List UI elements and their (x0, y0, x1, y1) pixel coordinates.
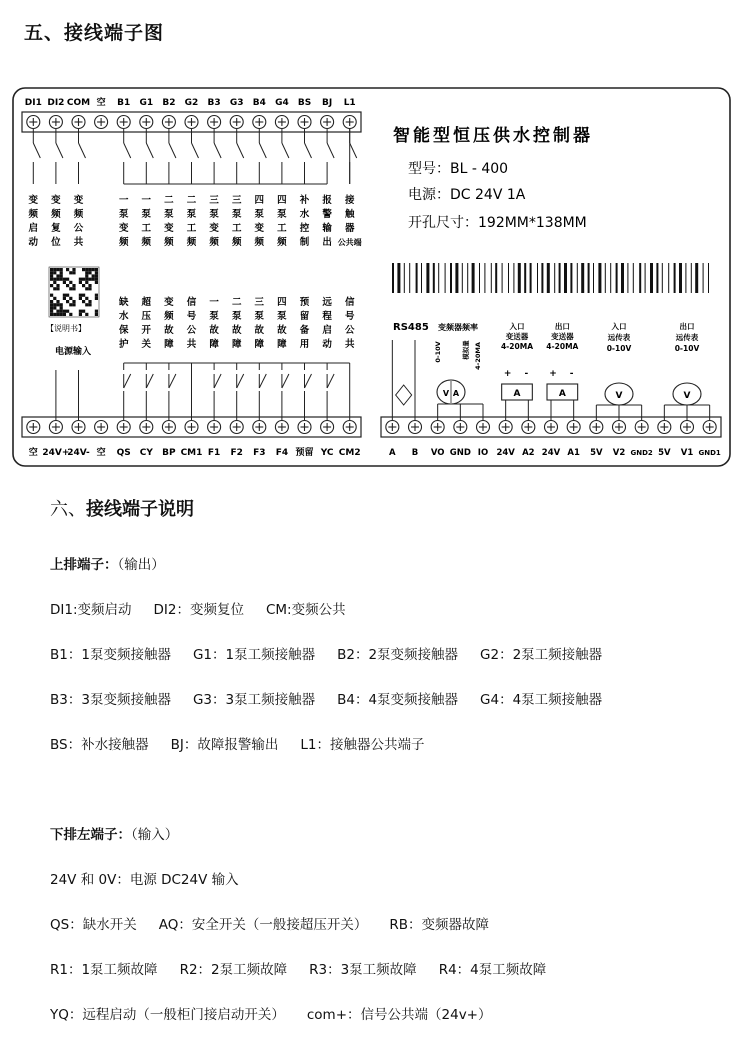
top-terminal-desc: 启 (28, 223, 39, 234)
bottom-left-terminal-desc: 障 (277, 339, 287, 350)
bottom-left-terminal-desc: 二 (231, 297, 242, 308)
lower-heading-text: 下排左端子： (50, 827, 131, 843)
bottom-left-terminal-screw (230, 421, 243, 434)
bottom-right-terminal-label: 24V (496, 448, 515, 458)
top-terminal-desc: 公共端 (337, 238, 362, 247)
bottom-left-terminal-desc: 开 (141, 325, 152, 336)
explanation-item: com+：信号公共端（24v+） (306, 1007, 492, 1023)
bottom-right-terminal-screw (454, 421, 467, 434)
power-input-label: 电源输入 (55, 347, 92, 357)
bottom-left-terminal-screw (275, 421, 288, 434)
bottom-left-terminal-screw (321, 421, 334, 434)
bottom-right-terminal-screw (386, 421, 399, 434)
explanation-item: AQ：安全开关（一般接超压开关） (158, 917, 368, 933)
top-terminal-desc: 三 (231, 195, 242, 206)
explanation-item: 24V 和 0V：电源 DC24V 输入 (50, 872, 239, 888)
bottom-left-terminal-desc: 泵 (231, 311, 242, 322)
module-label-gauge-2: 远传表 (675, 333, 699, 342)
module-label-inverter-freq: 变频器频率 (438, 323, 478, 332)
bottom-left-terminal-desc: 保 (118, 325, 129, 336)
bottom-left-terminal-desc: 共 (344, 339, 355, 350)
bottom-left-terminal-screw (49, 421, 62, 434)
bottom-left-terminal-desc: 泵 (209, 311, 219, 322)
top-terminal-label: COM (66, 98, 91, 108)
top-terminal-desc: 制 (299, 237, 310, 248)
bottom-left-terminal-desc: 护 (118, 339, 129, 350)
section6-label: 接线端子说明 (86, 499, 194, 520)
top-terminal-desc: 警 (322, 209, 332, 220)
top-terminal-desc: 控 (299, 223, 310, 234)
top-terminal-desc: 变 (254, 223, 265, 234)
top-terminal-desc: 频 (254, 237, 265, 248)
top-terminal-desc: 补 (299, 195, 310, 206)
top-terminal-label: L1 (343, 98, 356, 108)
module-label-0-10v: 0-10V (434, 341, 442, 363)
top-terminal-screw (275, 116, 288, 129)
bottom-left-terminal-desc: 信 (344, 297, 355, 308)
lower-line (50, 913, 489, 933)
bottom-right-terminal-screw (409, 421, 422, 434)
bottom-right-terminal-screw (477, 421, 490, 434)
top-terminal-label: G1 (139, 98, 154, 108)
top-terminal-screw (162, 116, 175, 129)
bottom-right-terminal-screw (567, 421, 580, 434)
bottom-left-terminal-screw (253, 421, 266, 434)
top-terminal-desc: 二 (186, 195, 197, 206)
bottom-left-terminal-strip (22, 417, 361, 458)
explanation-item: CM:变频公共 (265, 602, 346, 618)
bottom-left-terminal-desc: 公 (186, 325, 197, 336)
lower-line (50, 958, 546, 978)
top-terminal-desc: 器 (344, 223, 355, 234)
bottom-right-terminal-screw (635, 421, 648, 434)
bottom-left-terminal-label: CY (139, 448, 153, 458)
bottom-left-terminal-label: CM1 (180, 448, 203, 458)
module-label-4-20ma: 4-20MA (474, 342, 482, 370)
bottom-left-terminal-desc: 启 (322, 325, 332, 336)
bottom-left-terminal-label: 24V- (67, 448, 90, 458)
bottom-right-terminal-screw (703, 421, 716, 434)
explanation-item: BJ：故障报警输出 (170, 737, 279, 753)
module-label-transmitter-1: 4-20MA (500, 342, 534, 351)
explanation-item: G1：1泵工频接触器 (192, 647, 316, 663)
bottom-right-terminal-screw (658, 421, 671, 434)
top-terminal-desc: 输 (322, 223, 332, 234)
gauge-v-label: V (683, 391, 691, 401)
bottom-left-terminal-desc: 备 (299, 325, 310, 336)
top-terminal-desc: 报 (322, 195, 332, 206)
bottom-left-terminal-screw (95, 421, 108, 434)
bottom-right-terminal-label: 5V (658, 448, 671, 458)
bottom-left-terminal-desc: 用 (299, 339, 310, 350)
top-terminal-desc: 频 (186, 237, 197, 248)
bottom-left-terminal-label: 24V+ (42, 448, 70, 458)
upper-line (50, 688, 602, 708)
top-terminal-label: B3 (207, 98, 221, 108)
explanation-item: DI1:变频启动 (50, 602, 132, 618)
top-terminal-desc: 频 (28, 209, 39, 220)
explanation-item: YQ：远程启动（一般柜门接启动开关） (50, 1007, 285, 1023)
section5-title: 五、接线端子图 (24, 22, 165, 44)
bottom-left-terminal-desc: 故 (231, 325, 242, 336)
top-terminal-screw (208, 116, 221, 129)
transmitter-a-label: A (558, 389, 566, 399)
top-terminal-label: DI2 (47, 98, 65, 108)
top-terminal-desc: 频 (277, 237, 287, 248)
bottom-left-terminal-desc: 共 (186, 339, 197, 350)
bottom-left-terminal-desc: 动 (322, 339, 332, 350)
bottom-left-terminal-desc: 预 (299, 297, 310, 308)
top-terminal-desc: 变 (28, 195, 39, 206)
explanation-item: DI2：变频复位 (153, 602, 244, 618)
top-terminal-label: G2 (184, 98, 199, 108)
bottom-left-terminal-desc: 留 (299, 311, 310, 322)
module-label-analog: 模拟量 (462, 340, 470, 360)
bottom-left-terminal-desc: 号 (344, 311, 355, 322)
top-terminal-desc: 泵 (209, 209, 219, 220)
device-model: 型号：BL - 400 (408, 161, 509, 177)
top-terminal-desc: 泵 (141, 209, 152, 220)
top-terminal-desc: 公 (73, 223, 84, 234)
top-terminal-screw (72, 116, 85, 129)
bottom-right-terminal-label: A2 (522, 448, 535, 458)
bottom-left-terminal-label: F4 (275, 448, 289, 458)
bottom-right-terminal-screw (590, 421, 603, 434)
bottom-left-terminal-screw (72, 421, 85, 434)
top-terminal-desc: 三 (209, 195, 219, 206)
top-terminal-desc: 频 (141, 237, 152, 248)
upper-line (50, 598, 346, 618)
top-terminal-desc: 泵 (186, 209, 197, 220)
top-terminal-desc: 四 (277, 195, 287, 206)
top-terminal-desc: 共 (73, 237, 84, 248)
plus-sign: + (503, 369, 512, 379)
top-terminal-desc: 四 (254, 195, 265, 206)
bottom-left-terminal-label: 空 (28, 448, 38, 458)
top-terminal-desc: 变 (51, 195, 61, 206)
bottom-right-terminal-label: V2 (612, 448, 626, 458)
module-label-gauge-2: 出口 (679, 322, 695, 331)
bottom-left-terminal-desc: 关 (141, 339, 152, 350)
bottom-right-terminal-screw (681, 421, 694, 434)
top-terminal-desc: 触 (344, 209, 355, 220)
bottom-left-terminal-desc: 故 (277, 325, 287, 336)
bottom-right-terminal-label: 5V (590, 448, 603, 458)
top-terminal-desc: 位 (51, 237, 61, 248)
module-label-gauge-1: 远传表 (607, 333, 631, 342)
explanation-item: B3：3泵变频接触器 (50, 692, 171, 708)
lower-line (50, 1003, 492, 1023)
top-terminal-desc: 频 (209, 237, 219, 248)
upper-heading-note: （输出） (117, 557, 165, 573)
explanation-item: R3：3泵工频故障 (309, 962, 417, 978)
bottom-left-terminal-desc: 压 (141, 311, 152, 322)
bottom-left-terminal-screw (298, 421, 311, 434)
bottom-left-terminal-screw (27, 421, 40, 434)
device-cutout: 开孔尺寸：192MM*138MM (408, 215, 587, 231)
explanation-item: QS：缺水开关 (50, 917, 137, 933)
module-label-gauge-1: 入口 (611, 322, 627, 331)
bottom-right-terminal-label: A1 (567, 448, 580, 458)
upper-line (50, 643, 602, 663)
bottom-left-terminal-desc: 一 (209, 297, 219, 308)
top-terminal-desc: 频 (231, 237, 242, 248)
top-terminal-desc: 一 (141, 195, 152, 206)
explanation-item: G2：2泵工频接触器 (480, 647, 603, 663)
bottom-left-terminal-desc: 号 (186, 311, 197, 322)
bottom-left-terminal-desc: 信 (186, 297, 197, 308)
top-terminal-desc: 泵 (231, 209, 242, 220)
top-terminal-desc: 变 (118, 223, 129, 234)
bottom-left-terminal-label: 空 (96, 448, 106, 458)
meter-a-label: A (452, 389, 460, 398)
top-terminal-desc: 出 (322, 237, 332, 248)
bottom-left-terminal-desc: 程 (322, 311, 332, 322)
explanation-item: RB：变频器故障 (389, 917, 489, 933)
bottom-left-terminal-desc: 障 (164, 339, 174, 350)
module-label-gauge-1: 0-10V (606, 344, 632, 353)
bottom-right-terminal-label: A (389, 448, 396, 458)
top-terminal-desc: 一 (118, 195, 129, 206)
top-terminal-label: DI1 (24, 98, 42, 108)
top-terminal-desc: 变 (209, 223, 219, 234)
bottom-left-terminal-desc: 四 (277, 297, 287, 308)
explanation-item: G3：3泵工频接触器 (192, 692, 316, 708)
explanation-item: B4：4泵变频接触器 (337, 692, 459, 708)
bottom-right-terminal-label: B (411, 448, 419, 458)
top-terminal-label: BS (297, 98, 312, 108)
bottom-left-terminal-label: CM2 (338, 448, 361, 458)
top-terminal-desc: 接 (344, 195, 355, 206)
device-title: 智能型恒压供水控制器 (393, 126, 593, 146)
top-terminal-screw (298, 116, 311, 129)
explanation-item: BS：补水接触器 (50, 737, 149, 753)
transmitter-a-label: A (513, 389, 521, 399)
bottom-left-terminal-desc: 变 (164, 297, 174, 308)
top-terminal-screw (140, 116, 153, 129)
bottom-right-terminal-strip (381, 417, 721, 458)
bottom-right-terminal-label: 24V (541, 448, 561, 458)
wiring-diagram (0, 0, 750, 480)
top-terminal-label: B2 (162, 98, 176, 108)
top-terminal-desc: 复 (51, 223, 61, 234)
bottom-left-terminal-desc: 泵 (254, 311, 265, 322)
lower-heading (50, 823, 178, 843)
bottom-right-terminal-label: GND2 (630, 449, 653, 457)
explanation-item: R2：2泵工频故障 (179, 962, 288, 978)
top-terminal-desc: 工 (186, 223, 197, 234)
top-terminal-screw (95, 116, 108, 129)
bottom-left-terminal-screw (185, 421, 198, 434)
upper-heading-text: 上排端子： (50, 557, 118, 573)
top-terminal-desc: 频 (51, 209, 61, 220)
bottom-right-terminal-screw (499, 421, 512, 434)
section6-number: 六、 (50, 499, 86, 520)
rs485-label: RS485 (393, 322, 429, 333)
bottom-left-terminal-desc: 公 (344, 325, 355, 336)
bottom-right-terminal-screw (431, 421, 444, 434)
top-terminal-screw (321, 116, 334, 129)
bottom-left-terminal-label: BP (162, 448, 176, 458)
bottom-left-terminal-label: QS (116, 448, 131, 458)
top-terminal-screw (343, 116, 356, 129)
top-terminal-label: 空 (96, 98, 106, 108)
device-power: 电源：DC 24V 1A (408, 187, 526, 203)
bottom-left-terminal-desc: 故 (254, 325, 265, 336)
top-terminal-desc: 二 (164, 195, 174, 206)
explanation-item: R1：1泵工频故障 (50, 962, 158, 978)
minus-sign: - (569, 369, 574, 379)
upper-heading (50, 553, 165, 573)
top-terminal-screw (185, 116, 198, 129)
bottom-left-terminal-desc: 缺 (118, 297, 129, 308)
bottom-left-terminal-desc: 障 (209, 339, 219, 350)
bottom-right-terminal-label: V1 (680, 448, 694, 458)
module-label-transmitter-2: 4-20MA (546, 342, 579, 351)
plus-sign: + (549, 369, 557, 379)
top-terminal-desc: 频 (118, 237, 129, 248)
bottom-right-terminal-label: GND1 (698, 449, 721, 457)
top-terminal-label: G4 (275, 98, 289, 108)
minus-sign: - (524, 369, 529, 379)
explanation-item: L1：接触器公共端子 (300, 737, 425, 753)
top-terminal-screw (117, 116, 130, 129)
explanation-item: G4：4泵工频接触器 (480, 692, 603, 708)
top-terminal-desc: 工 (277, 223, 287, 234)
bottom-left-terminal-label: F3 (253, 448, 266, 458)
explanation-item: B2：2泵变频接触器 (337, 647, 459, 663)
top-terminal-desc: 变 (73, 195, 84, 206)
bottom-left-terminal-desc: 障 (254, 339, 265, 350)
bottom-left-terminal-desc: 水 (118, 311, 129, 322)
top-terminal-desc: 泵 (277, 209, 287, 220)
lower-line (50, 868, 239, 888)
explanation-item: B1：1泵变频接触器 (50, 647, 171, 663)
bottom-right-terminal-label: VO (430, 448, 445, 458)
top-terminal-label: BJ (321, 98, 333, 108)
top-terminal-screw (49, 116, 62, 129)
top-terminal-desc: 工 (141, 223, 152, 234)
module-label-transmitter-1: 入口 (509, 322, 525, 331)
bottom-right-terminal-label: GND (449, 448, 471, 458)
top-terminal-desc: 频 (164, 237, 174, 248)
lower-heading-note: （输入） (131, 827, 179, 843)
top-terminal-desc: 泵 (118, 209, 129, 220)
top-terminal-desc: 动 (28, 237, 39, 248)
top-terminal-screw (253, 116, 266, 129)
bottom-left-terminal-label: F2 (230, 448, 243, 458)
bottom-left-terminal-desc: 频 (164, 311, 174, 322)
bottom-right-terminal-screw (545, 421, 558, 434)
bottom-left-terminal-label: 预留 (295, 448, 314, 458)
top-terminal-strip (22, 96, 361, 132)
bottom-left-terminal-desc: 障 (231, 339, 242, 350)
qr-code-icon (49, 267, 99, 317)
explanation-item: R4：4泵工频故障 (438, 962, 547, 978)
bottom-left-terminal-desc: 故 (209, 325, 219, 336)
bottom-right-terminal-label: IO (477, 448, 489, 458)
bottom-left-terminal-screw (208, 421, 221, 434)
bottom-left-terminal-desc: 三 (254, 297, 265, 308)
bottom-left-terminal-desc: 泵 (277, 311, 287, 322)
module-label-transmitter-1: 变送器 (505, 332, 529, 341)
top-terminal-desc: 变 (164, 223, 174, 234)
section6-title (50, 495, 194, 521)
bottom-right-terminal-screw (522, 421, 535, 434)
bottom-left-terminal-label: YC (320, 448, 334, 458)
top-terminal-desc: 频 (73, 209, 84, 220)
module-label-gauge-2: 0-10V (674, 344, 700, 353)
top-terminal-screw (230, 116, 243, 129)
top-terminal-desc: 泵 (254, 209, 265, 220)
meter-v-label: V (442, 389, 450, 398)
bottom-left-terminal-screw (162, 421, 175, 434)
bottom-left-terminal-screw (117, 421, 130, 434)
upper-line (50, 733, 424, 753)
bottom-left-terminal-screw (140, 421, 153, 434)
gauge-v-label: V (615, 391, 623, 401)
bottom-left-terminal-desc: 远 (322, 297, 332, 308)
top-terminal-label: B1 (117, 98, 131, 108)
bottom-left-terminal-desc: 超 (141, 297, 152, 308)
bottom-left-terminal-screw (343, 421, 356, 434)
top-terminal-desc: 工 (231, 223, 242, 234)
top-terminal-label: B4 (252, 98, 266, 108)
top-terminal-desc: 水 (299, 209, 310, 220)
top-terminal-desc: 泵 (164, 209, 174, 220)
module-label-transmitter-2: 出口 (554, 322, 570, 331)
qr-label: 【说明书】 (46, 324, 86, 333)
top-terminal-label: G3 (229, 98, 244, 108)
bottom-right-terminal-screw (613, 421, 626, 434)
top-terminal-screw (27, 116, 40, 129)
bottom-left-terminal-label: F1 (207, 448, 221, 458)
module-label-transmitter-2: 变送器 (551, 332, 574, 341)
bottom-left-terminal-desc: 故 (164, 325, 174, 336)
